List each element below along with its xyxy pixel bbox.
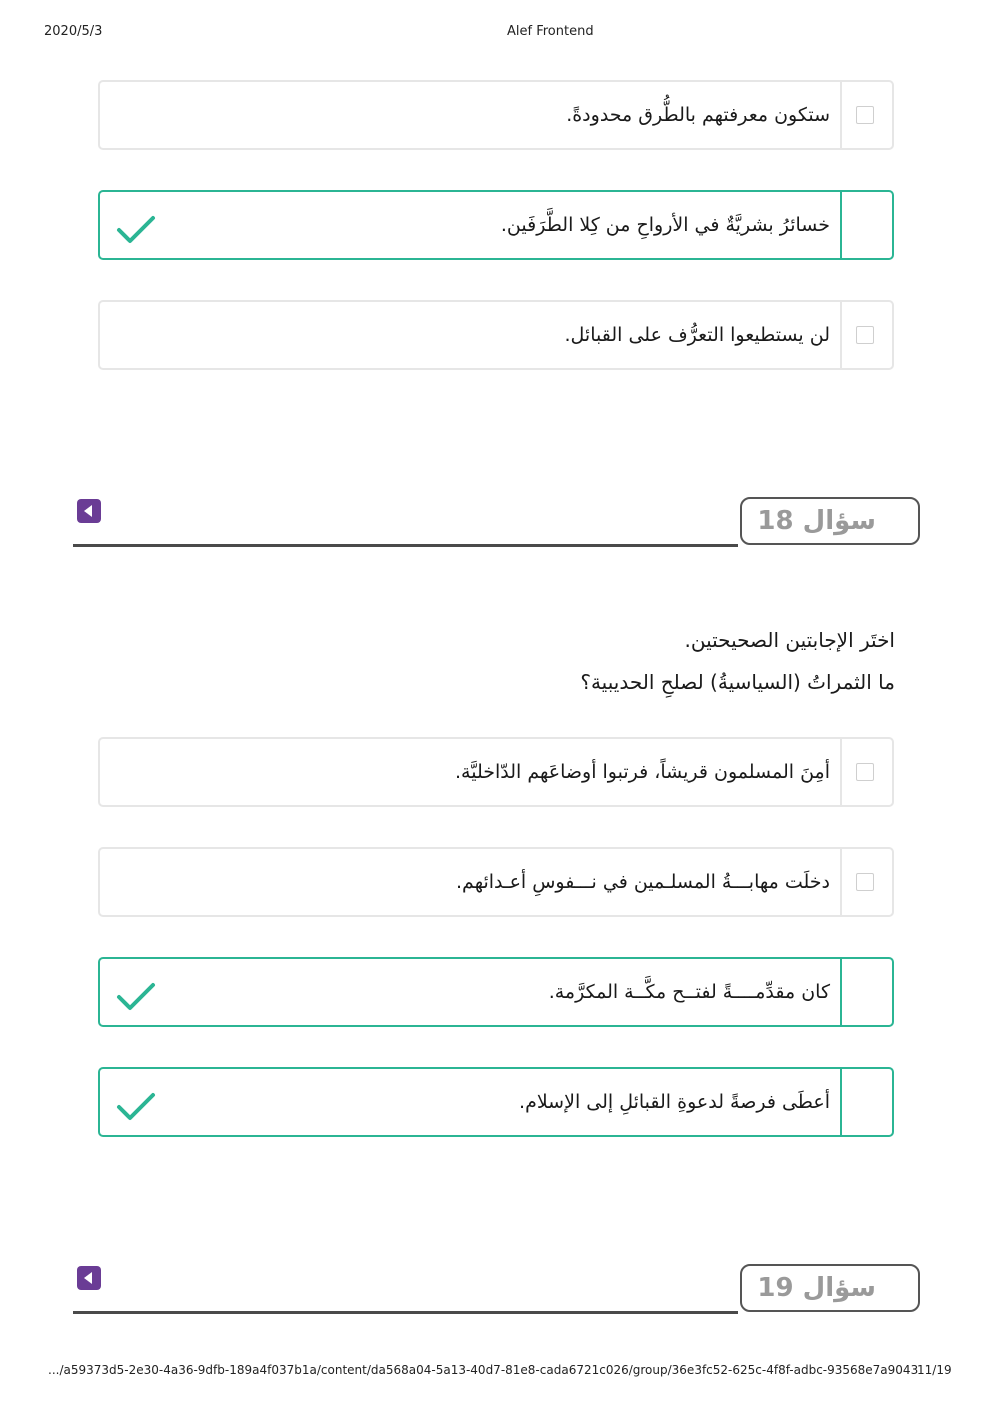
bookmark-icon[interactable] — [77, 1266, 101, 1290]
answer-option[interactable] — [98, 80, 894, 150]
bookmark-icon[interactable] — [77, 499, 101, 523]
question-label: سؤال 18 — [757, 506, 876, 536]
question-instruction: اختَر الإجابتين الصحيحتين. — [684, 628, 895, 652]
option-checkbox[interactable] — [856, 106, 874, 124]
checkmark-icon — [116, 981, 156, 1013]
page-number: 11/19 — [917, 1363, 952, 1377]
option-checkbox-cell[interactable] — [840, 739, 892, 805]
checkmark-icon — [116, 214, 156, 246]
option-checkbox[interactable] — [856, 873, 874, 891]
option-text: لن يستطيعوا التعرُّف على القبائل. — [564, 324, 830, 346]
option-text: أمِنَ المسلمون قريشاً، فرتبوا أوضاعَهم الدّاخليَّة. — [455, 761, 830, 783]
option-text: دخلَت مهابـــةُ المسلـمين في نـــفوسِ أعـدائهم. — [456, 871, 830, 893]
option-checkbox[interactable] — [856, 326, 874, 344]
option-checkbox[interactable] — [856, 763, 874, 781]
option-checkbox-cell[interactable] — [840, 849, 892, 915]
answer-option[interactable] — [98, 300, 894, 370]
option-text: خسائرُ بشريَّةٌ في الأرواحِ من كِلا الطَّرَفَين. — [500, 214, 830, 236]
option-checkbox-cell[interactable] — [840, 1069, 892, 1135]
option-checkbox-cell[interactable] — [840, 959, 892, 1025]
question-divider — [73, 544, 738, 547]
answer-option[interactable] — [98, 737, 894, 807]
question-tab — [740, 1264, 920, 1312]
answer-option[interactable] — [98, 847, 894, 917]
option-checkbox-cell[interactable] — [840, 192, 892, 258]
page-url: .../a59373d5-2e30-4a36-9dfb-189a4f037b1a/content/da568a04-5a13-40d7-81e8-cada6721c026/group/36e3fc52-625c-4f8f-adbc-93568e7a9043 — [48, 1363, 919, 1377]
checkmark-icon — [116, 1091, 156, 1123]
answer-option-selected[interactable] — [98, 190, 894, 260]
answer-option-selected[interactable] — [98, 957, 894, 1027]
question-divider — [73, 1311, 738, 1314]
answer-option-selected[interactable] — [98, 1067, 894, 1137]
print-date: 2020/5/3 — [44, 24, 103, 39]
option-text: أعطَى فرصةً لدعوةِ القبائلِ إلى الإسلام. — [519, 1091, 830, 1113]
question-label: سؤال 19 — [757, 1273, 876, 1303]
question-tab — [740, 497, 920, 545]
option-checkbox-cell[interactable] — [840, 82, 892, 148]
option-text: كان مقدِّمــــةً لفتــح مكَّــة المكرَّمة. — [548, 981, 830, 1003]
option-checkbox-cell[interactable] — [840, 302, 892, 368]
option-text: ستكون معرفتهم بالطُّرق محدودةً. — [566, 104, 830, 126]
print-title: Alef Frontend — [507, 24, 594, 39]
question-text: ما الثمراتُ (السياسيةُ) لصلحِ الحديبية؟ — [580, 670, 895, 694]
